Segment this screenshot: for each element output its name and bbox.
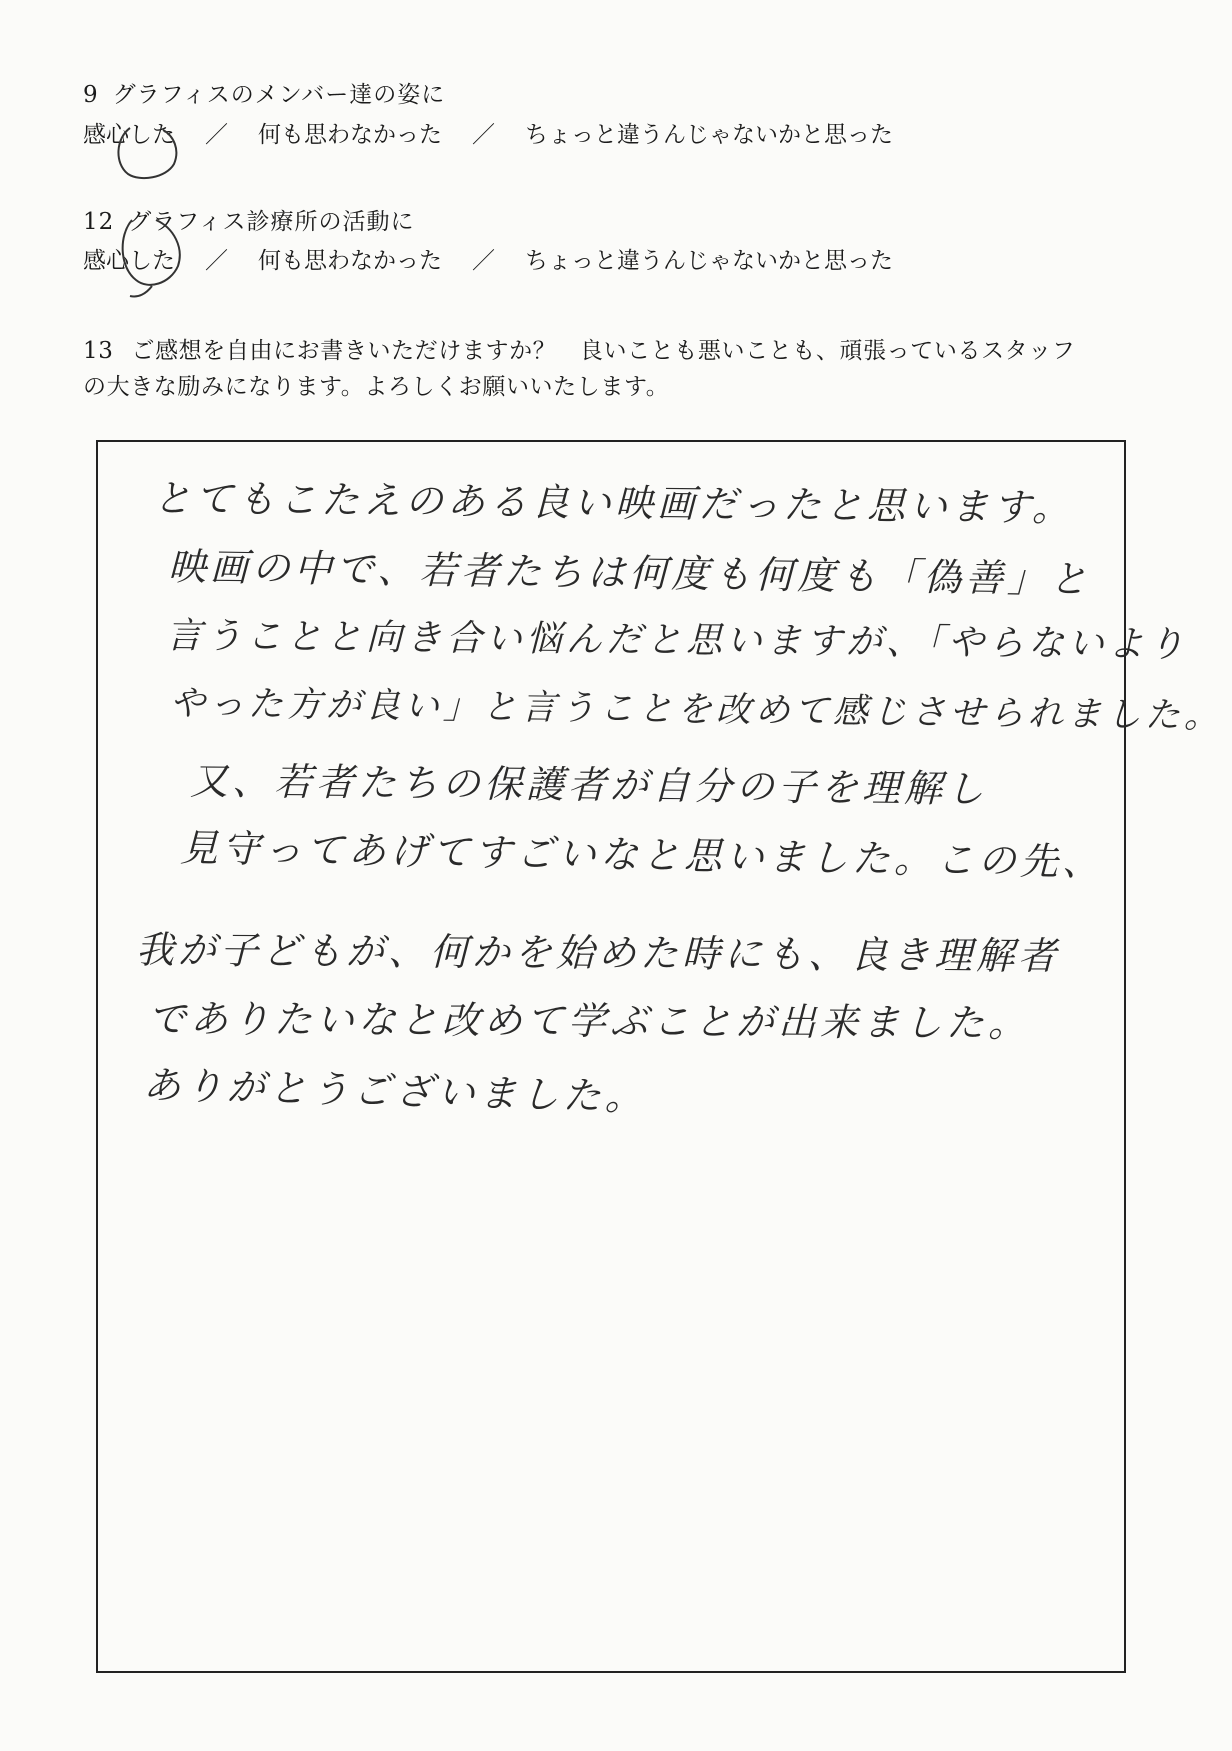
question-text: グラフィスのメンバー達の姿に (112, 82, 446, 108)
option-no-thought[interactable]: 何も思わなかった (258, 122, 442, 148)
handwritten-line: 言うことと向き合い悩んだと思いますが、「やらないより (165, 615, 1189, 666)
question-text-line-2: の大きな励みになります。よろしくお願いいたします。 (83, 374, 670, 400)
question-number: 12 (83, 209, 115, 235)
question-number: 13 (83, 338, 114, 364)
option-somewhat-wrong[interactable]: ちょっと違うんじゃないかと思った (525, 248, 893, 274)
question-number: 9 (83, 82, 99, 108)
question-text: グラフィス診療所の活動に (128, 209, 415, 235)
handwritten-line: ありがとうございました。 (142, 1062, 648, 1120)
option-impressed[interactable]: 感心した (83, 122, 175, 148)
question-text-line-1: ご感想を自由にお書きいただけますか？ 良いことも悪いことも、頑張っているスタッフ (131, 338, 1076, 364)
answer-box[interactable] (96, 440, 1224, 1673)
question-9-options (83, 118, 893, 152)
separator: ／ (472, 248, 495, 274)
question-12-options (83, 244, 893, 278)
option-impressed[interactable]: 感心した (83, 248, 175, 274)
handwritten-line: とてもこたえのある良い映画だったと思います。 (152, 476, 1075, 530)
handwritten-line: 見守ってあげてすごいなと思いました。この先、 (179, 825, 1105, 885)
separator: ／ (205, 122, 228, 148)
handwritten-line: やった方が良い」と言うことを改めて感じさせられました。 (169, 683, 1224, 737)
handwritten-line: 映画の中で、若者たちは何度も何度も「偽善」と (167, 544, 1092, 602)
option-no-thought[interactable]: 何も思わなかった (258, 248, 442, 274)
option-somewhat-wrong[interactable]: ちょっと違うんじゃないかと思った (525, 122, 893, 148)
handwritten-line: でありたいなと改めて学ぶことが出来ました。 (147, 996, 1031, 1046)
question-9 (83, 78, 445, 112)
handwritten-line: 又、若者たちの保護者が自分の子を理解し (189, 758, 989, 812)
handwritten-line: 我が子どもが、何かを始めた時にも、良き理解者 (135, 927, 1061, 979)
question-12 (83, 205, 414, 239)
separator: ／ (472, 122, 495, 148)
separator: ／ (205, 248, 228, 274)
question-13 (83, 333, 1163, 405)
